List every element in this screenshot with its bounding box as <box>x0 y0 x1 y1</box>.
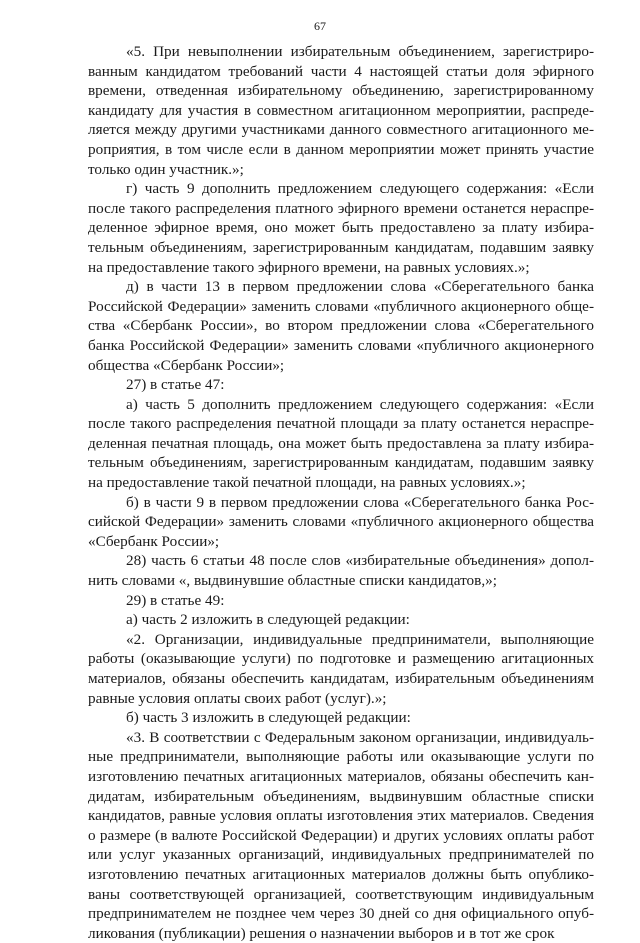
paragraph-item-d: д) в части 13 в первом предложении слова «Сберегательного банка Российской Федерации» заменить словами «публичного акционерного общества «Сбербанк России», во втором предложении слова «Сберегательного банка Российской Федерации» заменить словами «публичного акционерного общества «Сбербанк России»; <box>88 278 594 374</box>
paragraph-part-5: «5. При невыполнении избирательным объединением, зарегистрированным кандидатом требований части 4 настоящей статьи доля эфирного времени, отведенная избирательному объединению, зарегистрированному кандидату для участия в совместном агитационном мероприятии, распределяется между другими участниками данного совместного агитационного мероприятия, в том числе если в данном мероприятии может принять участие только один участник.»; <box>88 43 594 178</box>
document-body <box>88 42 594 943</box>
paragraph-item-29-a: а) часть 2 изложить в следующей редакции: <box>126 611 410 629</box>
paragraph-item-g: г) часть 9 дополнить предложением следующего содержания: «Если после такого распределения платного эфирного времени останется нераспределенное эфирное время, оно может быть предоставлено за плату избирательным объединениям, зарегистрированным кандидатам, подавшим заявку на предоставление такого эфирного времени, на равных условиях.»; <box>88 180 594 276</box>
page-number: 67 <box>314 19 326 33</box>
paragraph-item-27-a: а) часть 5 дополнить предложением следующего содержания: «Если после такого распределения печатной площади за плату останется нераспределенная печатная площадь, она может быть предоставлена за плату избирательным объединениям, зарегистрированным кандидатам, подавшим заявку на предоставление такой печатной площади, на равных условиях.»; <box>88 395 594 492</box>
paragraph-part-3-text: «3. В соответствии с Федеральным законом организации, индивидуальные предприниматели, выполняющие работы или оказывающие услуги по изготовлению печатных агитационных материалов, обязаны обеспечить кандидатам, избирательным объединениям, выдвинувшим областные списки кандидатов, равные условия оплаты изготовления этих материалов. Сведения о размере (в валюте Российской Федерации) и других условиях оплаты работ или услуг указанных организаций, индивидуальных предпринимателей по изготовлению печатных агитационных материалов должны быть опубликованы соответствующей организацией, соответствующим индивидуальным предпринимателем не позднее чем через 30 дней со дня официального опубликования (публикации) решения о назначении выборов и в тот же срок <box>88 728 594 942</box>
paragraph-item-27-b: б) в части 9 в первом предложении слова «Сберегательного банка Российской Федерации» заменить словами «публичного акционерного общества «Сбербанк России»; <box>88 493 594 550</box>
paragraph-item-29-b: б) часть 3 изложить в следующей редакции: <box>126 709 411 727</box>
paragraph-part-2-text: «2. Организации, индивидуальные предприниматели, выполняющие работы (оказывающие услуги) по подготовке и размещению агитационных материалов, обязаны обеспечить кандидатам, избирательным объединениям равные условия оплаты своих работ (услуг).»; <box>88 630 594 707</box>
paragraph-item-28: 28) часть 6 статьи 48 после слов «избирательные объединения» дополнить словами «, выдвинувшие областные списки кандидатов,»; <box>88 552 594 590</box>
paragraph-item-29: 29) в статье 49: <box>126 591 225 609</box>
paragraph-item-27: 27) в статье 47: <box>126 376 225 394</box>
